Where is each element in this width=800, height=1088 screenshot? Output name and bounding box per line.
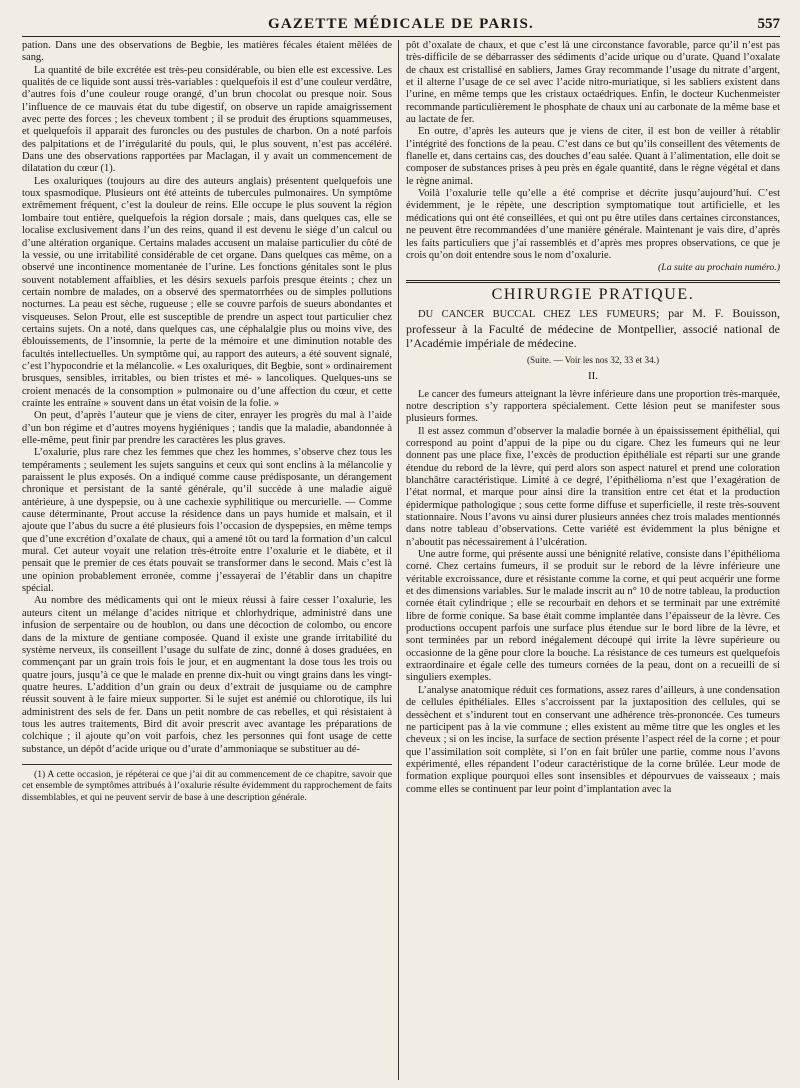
paragraph: L’oxalurie, plus rare chez les femmes que chez les hommes, s’observe chez tous les tempéraments ; seulement les sujets sanguins et ceux qui sont enclins à la mélancolie y paraissent le plus exposés. On a indiqué comme cause prédisposante, un dérangement chronique et persistant de la santé générale, qu’il succède à une maladie aiguë antérieure, à une dyspepsie, ou à une cachexie syphilitique ou mercurielle. — Comme cause déterminante, Prout accuse la résidence dans un pays humide et malsain, et il ajoute que l’abus du sucre a été plusieurs fois l’occasion de dyspepsies, en même temps que d’une excrétion d’oxalate de chaux, qui a amené tôt ou tard la formation d’un calcul mural. Cet auteur voyait une relation très-étroite entre l’oxalurie et le diabète, et il pensait que le premier de ces états pouvait se transformer dans le second. Mais c’est là une opinion probablement erronée, comme j’essayerai de l’établir dans un chapitre spécial.	[22, 447, 392, 595]
footnote-divider	[22, 764, 392, 765]
paragraph: Voilà l’oxalurie telle qu’elle a été comprise et décrite jusqu’aujourd’hui. C’est évidemment, je le répète, une description symptomatique tout artificielle, et les médications qui ont été conseillées, et qui ont pu être utiles dans certaines circonstances, ne peuvent être recommandées d’une manière générale. Maintenant je vais dire, d’après les faits particuliers que j’ai rassemblés et d’après mes propres observations, ce que je crois qu’on doit entendre sous le nom d’oxalurie.	[406, 188, 780, 261]
paragraph: On peut, d’après l’auteur que je viens de citer, enrayer les progrès du mal à l’aide d’un bon régime et d’autres moyens hygiéniques ; tandis que la maladie, abandonnée à elle-même, peut finir par prendre les caractères les plus graves.	[22, 410, 392, 446]
article-paragraph: Le cancer des fumeurs atteignant la lèvre inférieure dans une proportion très-marquée, notre description s’y rapportera spécialement. Cette lésion peut se manifester sous plusieurs formes.	[406, 388, 780, 425]
page-header	[22, 14, 780, 37]
page-number: 557	[757, 16, 780, 32]
section-title: CHIRURGIE PRATIQUE.	[491, 285, 695, 303]
article-paragraph: Une autre forme, qui présente aussi une bénignité relative, consiste dans l’épithélioma corné. Chez certains fumeurs, il se produit sur le rebord de la lèvre inférieure une véritable excroissance, dure et résistante comme la corne, et qui peut acquérir une forme et des dimensions variables. Sur le malade inscrit au n° 10 de notre tableau, la production cornée était cylindrique ; elle se recourbait en dehors et se terminait par une extrémité libre de forme conique. Sa base était comme implantée dans l’épaisseur de la lèvre. Ces productions occupent parfois une surface plus étendue sur le bord libre de la lèvre, et sont terminées par un rebord inégalement découpé qui irrite la lèvre supérieure ou occasionne de la gêne pour clore la bouche. La résistance de ces tumeurs est quelquefois extraordinaire et égale celle des tumeurs cornées de la peau, dont on a recueilli de si singuliers exemples.	[406, 549, 780, 684]
article-paragraph: Il est assez commun d’observer la maladie bornée à un épaississement épithélial, qui correspond au point d’appui de la pipe ou du cigare. Chez les fumeurs qui ne leur donnent pas une place fixe, l’excès de production épithéliale est réparti sur une grande étendue du rebord de la lèvre, qui perd alors son aspect naturel et prend une coloration blanchâtre caractéristique. Limité à ce degré, l’épithélioma n’est que l’exagération de l’état normal, et marque pour ainsi dire la transition entre cet état et la production épidermique pathologique ; sous cette forme diffuse et superficielle, il reste très-souvent stationnaire. Nous l’avons vu ainsi durer plusieurs années chez trois malades mentionnés dans notre tableau d’observations. Cette variété est évidemment la plus bénigne et n’aboutit pas nécessairement à l’ulcération.	[406, 425, 780, 548]
paragraph: pôt d’oxalate de chaux, et que c’est là une circonstance favorable, parce qu’il n’est pas très-difficile de se débarrasser des sédiments d’acide urique ou d’urate. Quand l’oxalate de chaux est cristallisé en sabliers, James Gray recommande l’usage du nitrate d’argent, et il alterne l’usage de ce sel avec l’acide nitro-muriatique, si les sabliers existent dans l’urine, en même temps que les cristaux octaédriques. Enfin, le docteur Kuchenmeister recommande particulièrement le phosphate de chaux uni au carbonate de la même base et au lactate de fer.	[406, 40, 780, 126]
journal-title: GAZETTE MÉDICALE DE PARIS.	[268, 16, 534, 32]
article-heading	[406, 306, 780, 350]
left-column	[22, 40, 392, 1080]
footnote: (1) A cette occasion, je répéterai ce que j’ai dit au commencement de ce chapitre, savoir que cet ensemble de symptômes attribués à l’oxalurie résulte évidemment du rapprochement de faits dissemblables, et qui ne peuvent servir de base à une description générale.	[22, 768, 392, 803]
suite-reference: (Suite. — Voir les nos 32, 33 et 34.)	[526, 354, 660, 365]
right-column	[406, 40, 780, 1080]
paragraph: En outre, d’après les auteurs que je viens de citer, il est bon de veiller à rétablir l’intégrité des fonctions de la peau. C’est dans ce but qu’ils conseillent des vêtements de flanelle et, dans certains cas, des douches d’eau salée. Quant à l’alimentation, elle doit se composer de substances prises à peu près en égale quantité, dans le règne végétal et dans le règne animal.	[406, 126, 780, 187]
continuation-note: (La suite au prochain numéro.)	[658, 262, 780, 274]
section-divider	[406, 280, 780, 283]
section-number: II.	[587, 370, 599, 383]
article-paragraph: L’analyse anatomique réduit ces formations, assez rares d’ailleurs, à une condensation de cellules épithéliales. Elles s’accroissent par la juxtaposition des cellules, qui se dessèchent et s’indurent tout en conservant une adhérence très-prononcée. Ces tumeurs ne participent pas à la vie commune ; elles existent au même titre que les ongles et les cheveux ; si on les incise, la surface de section présente l’aspect réel de la corne ; et pour que l’assimilation soit complète, si l’on en fait brûler une partie, comme nous l’avons expérimenté, elles répandent l’odeur caractéristique de la corne brûlée. Leur mode de formation explique pourquoi elles sont insensibles et dépourvues de vaisseaux ; mais comme elles se continuent par leur point d’implantation avec la	[406, 684, 780, 795]
paragraph: Les oxaluriques (toujours au dire des auteurs anglais) présentent quelquefois une toux spasmodique. Plusieurs ont été atteints de tubercules pulmonaires. Un symptôme extrêmement fréquent, c’est la douleur de reins. Elle occupe le plus souvent la région lombaire tout entière, quelquefois la région dorsale ; mais, dans quelques cas, elle se localise exclusivement dans l’un des reins, quand il est devenu le siége d’un calcul ou d’une altération organique. Certains malades accusent un malaise particulier du côté de la vessie, ou une irritabilité considérable de cet organe. Dans quelques cas même, on a observé une incontinence momentanée de l’urine. Les fonctions génitales sont le plus souvent notablement affaiblies, et les désirs sexuels parfois presque éteints ; chez un certain nombre de malades, on a observé des spermatorrhées ou de simples pollutions nocturnes. La peau est sèche, rugueuse ; elle se couvre parfois de sueurs abondantes et visqueuses. Selon Prout, elle est susceptible de prendre un aspect tout particulier chez certains sujets. On a noté, dans quelques cas, une céphalalgie plus ou moins vive, des éblouissements, de l’insomnie, la perte de la mémoire et une diminution notable des facultés intellectuelles. Un symptôme qui, au rapport des auteurs, a été souvent signalé, c’est l’hypocondrie et la mélancolie. « Les oxaluriques, dit Begbie, sont » ordinairement brusques, sensibles, irritables, ou bien tristes et mé- » lancoliques. Quelques-uns se croient menacés de la consomption » pulmonaire ou d’une affection du cœur, et cette crainte les entraîne » souvent dans un état voisin de la folie. »	[22, 175, 392, 409]
article-author: ; par M. F. Bouisson, professeur à la Faculté de médecine de Montpellier, associé national de l’Académie impériale de médecine.	[406, 305, 780, 350]
paragraph: Au nombre des médicaments qui ont le mieux réussi à faire cesser l’oxalurie, les auteurs citent un mélange d’acides nitrique et chlorhydrique, administré dans une infusion de serpentaire ou de houblon, ou dans une décoction de colombo, ou encore dans de la mixture de gentiane composée. Quand il existe une grande irritabilité du système nerveux, ils conseillent l’usage du sulfate de zinc, donné à doses graduées, en commençant par un grain trois fois le jour, et en augmentant la dose tous les trois ou quatre jours, jusqu’à ce que le malade en prenne dix-huit ou vingt grains dans les vingt-quatre heures. L’addition d’un grain ou deux d’extrait de jusquiame ou de camphre réussit souvent à le faire mieux supporter. Si le sujet est anémié ou chlorotique, ils lui administrent des sels de fer. Dans un petit nombre de cas rebelles, et qui résistaient à tous les autres traitements, Bird dit avoir prescrit avec avantage les préparations de colchique ; il ajoute qu’on voit parfois, chez les personnes qui font usage de cette substance, un dépôt d’acide urique ou d’urate d’ammoniaque se substituer au dé-	[22, 595, 392, 755]
column-divider	[398, 40, 399, 1080]
paragraph: pation. Dans une des observations de Begbie, les matières fécales étaient mêlées de sang.	[22, 40, 392, 64]
paragraph: La quantité de bile excrétée est très-peu considérable, ou bien elle est excessive. Les qualités de ce liquide sont aussi très-variables : quelquefois il est d’une couleur verdâtre, d’autres fois d’une couleur rouge orangé, d’un brun chocolat ou presque noir. Sous l’influence de ce mauvais état du tube digestif, on observe un rapide amaigrissement avec perte des forces ; les cheveux tombent ; il se produit des éruptions squammeuses, et quelquefois il apparait des furoncles ou des pustules de charbon. On a noté parfois des palpitations et de l’irrégularité du pouls, qui, le plus souvent, n’est pas accéléré. Dans une des observations rapportées par Maclagan, il y avait un commencement de dilatation du cœur (1).	[22, 64, 392, 175]
article-topic: DU CANCER BUCCAL CHEZ LES FUMEURS	[418, 308, 656, 320]
